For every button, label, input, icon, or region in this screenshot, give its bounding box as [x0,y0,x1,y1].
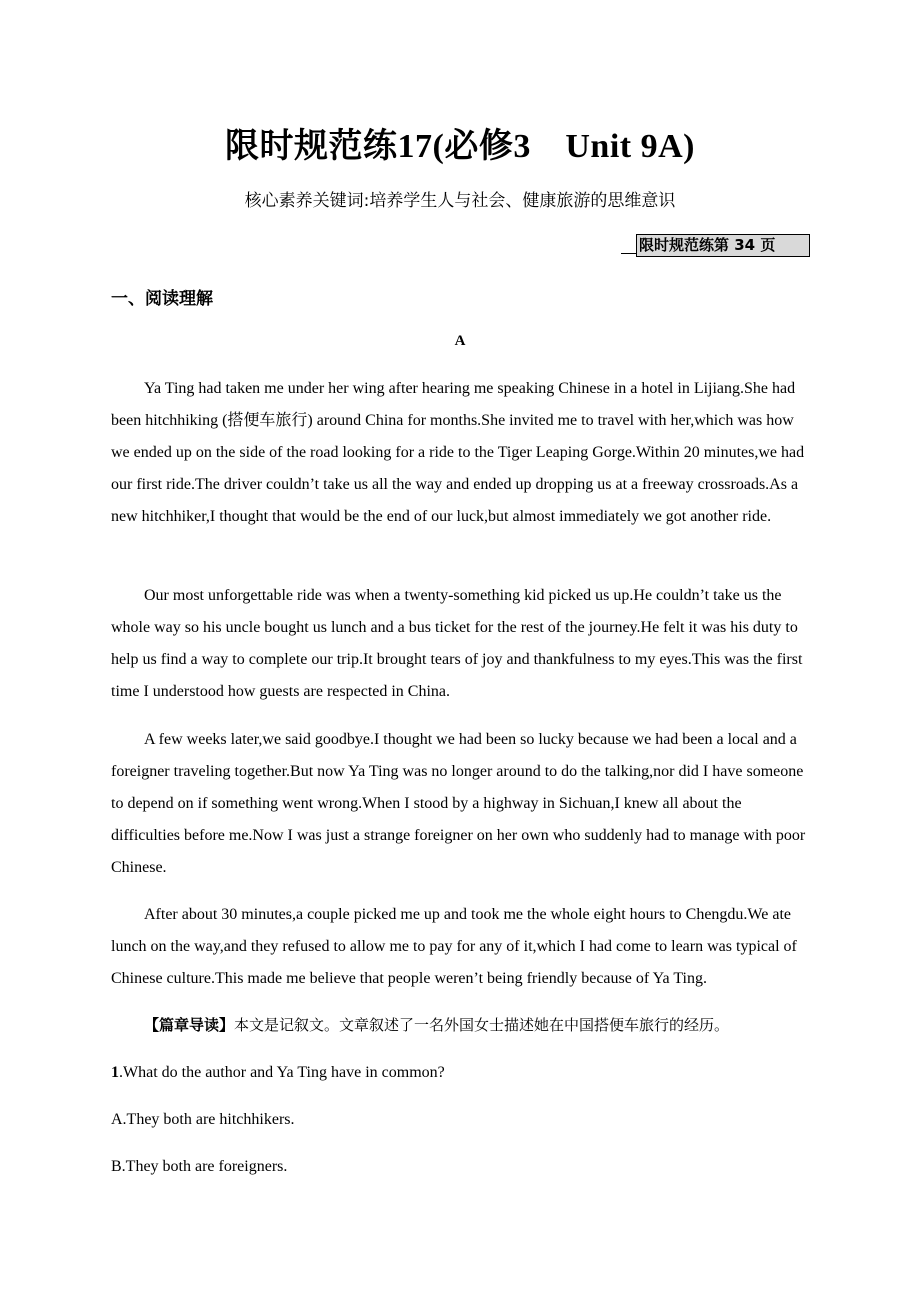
guide-text: 本文是记叙文。文章叙述了一名外国女士描述她在中国搭便车旅行的经历。 [234,1016,730,1034]
option-a: A.They both are hitchhikers. [111,1111,295,1128]
guide-label: 【篇章导读】 [144,1016,235,1034]
paragraph-2: Our most unforgettable ride was when a twenty-something kid picked us up.He couldn’t take us the whole way so his uncle bought us lunch and a bus ticket for the rest of the journey.He felt it was his duty to help us find a way to complete our trip.It brought tears of joy and thankfulness to my eyes.This was the first time I understood how guests are respected in China. [111,587,803,700]
question-text: .What do the author and Ya Ting have in common? [119,1064,445,1081]
option-b: B.They both are foreigners. [111,1158,288,1175]
paragraph-3: A few weeks later,we said goodbye.I thought we had been so lucky because we had been a local and a foreigner traveling together.But now Ya Ting was no longer around to do the talking,nor did I have someone to depend on if something went wrong.When I stood by a highway in Sichuan,I knew all about the difficulties before me.Now I was just a strange foreigner on her own who suddenly had to manage with poor Chinese. [111,731,806,876]
page-title: 限时规范练17(必修3 Unit 9A) [225,128,695,165]
question-number: 1 [111,1064,119,1081]
section-heading: 一、阅读理解 [111,289,213,309]
page-ref-underline [621,253,637,254]
question-1 [111,1064,445,1082]
paragraph-4: After about 30 minutes,a couple picked me up and took me the whole eight hours to Chengdu.We ate lunch on the way,and they refused to allow me to pay for any of it,which I had come to learn was typical of Chinese culture.This made me believe that people weren’t being friendly because of Ya Ting. [111,906,797,987]
page-subtitle: 核心素养关键词:培养学生人与社会、健康旅游的思维意识 [244,191,676,211]
passage-label: A [454,333,466,349]
paragraph-1: Ya Ting had taken me under her wing after hearing me speaking Chinese in a hotel in Lijiang.She had been hitchhiking (搭便车旅行) around China for months.She invited me to travel with her,which was how we ended up on the side of the road looking for a ride to the Tiger Leaping Gorge.Within 20 minutes,we had our first ride.The driver couldn’t take us all the way and ended up dropping us at a freeway crossroads.As a new hitchhiker,I thought that would be the end of our luck,but almost immediately we got another ride. [111,380,805,525]
page-ref-badge: 限时规范练第 34 页 [636,234,810,257]
passage-guide [144,1014,729,1035]
